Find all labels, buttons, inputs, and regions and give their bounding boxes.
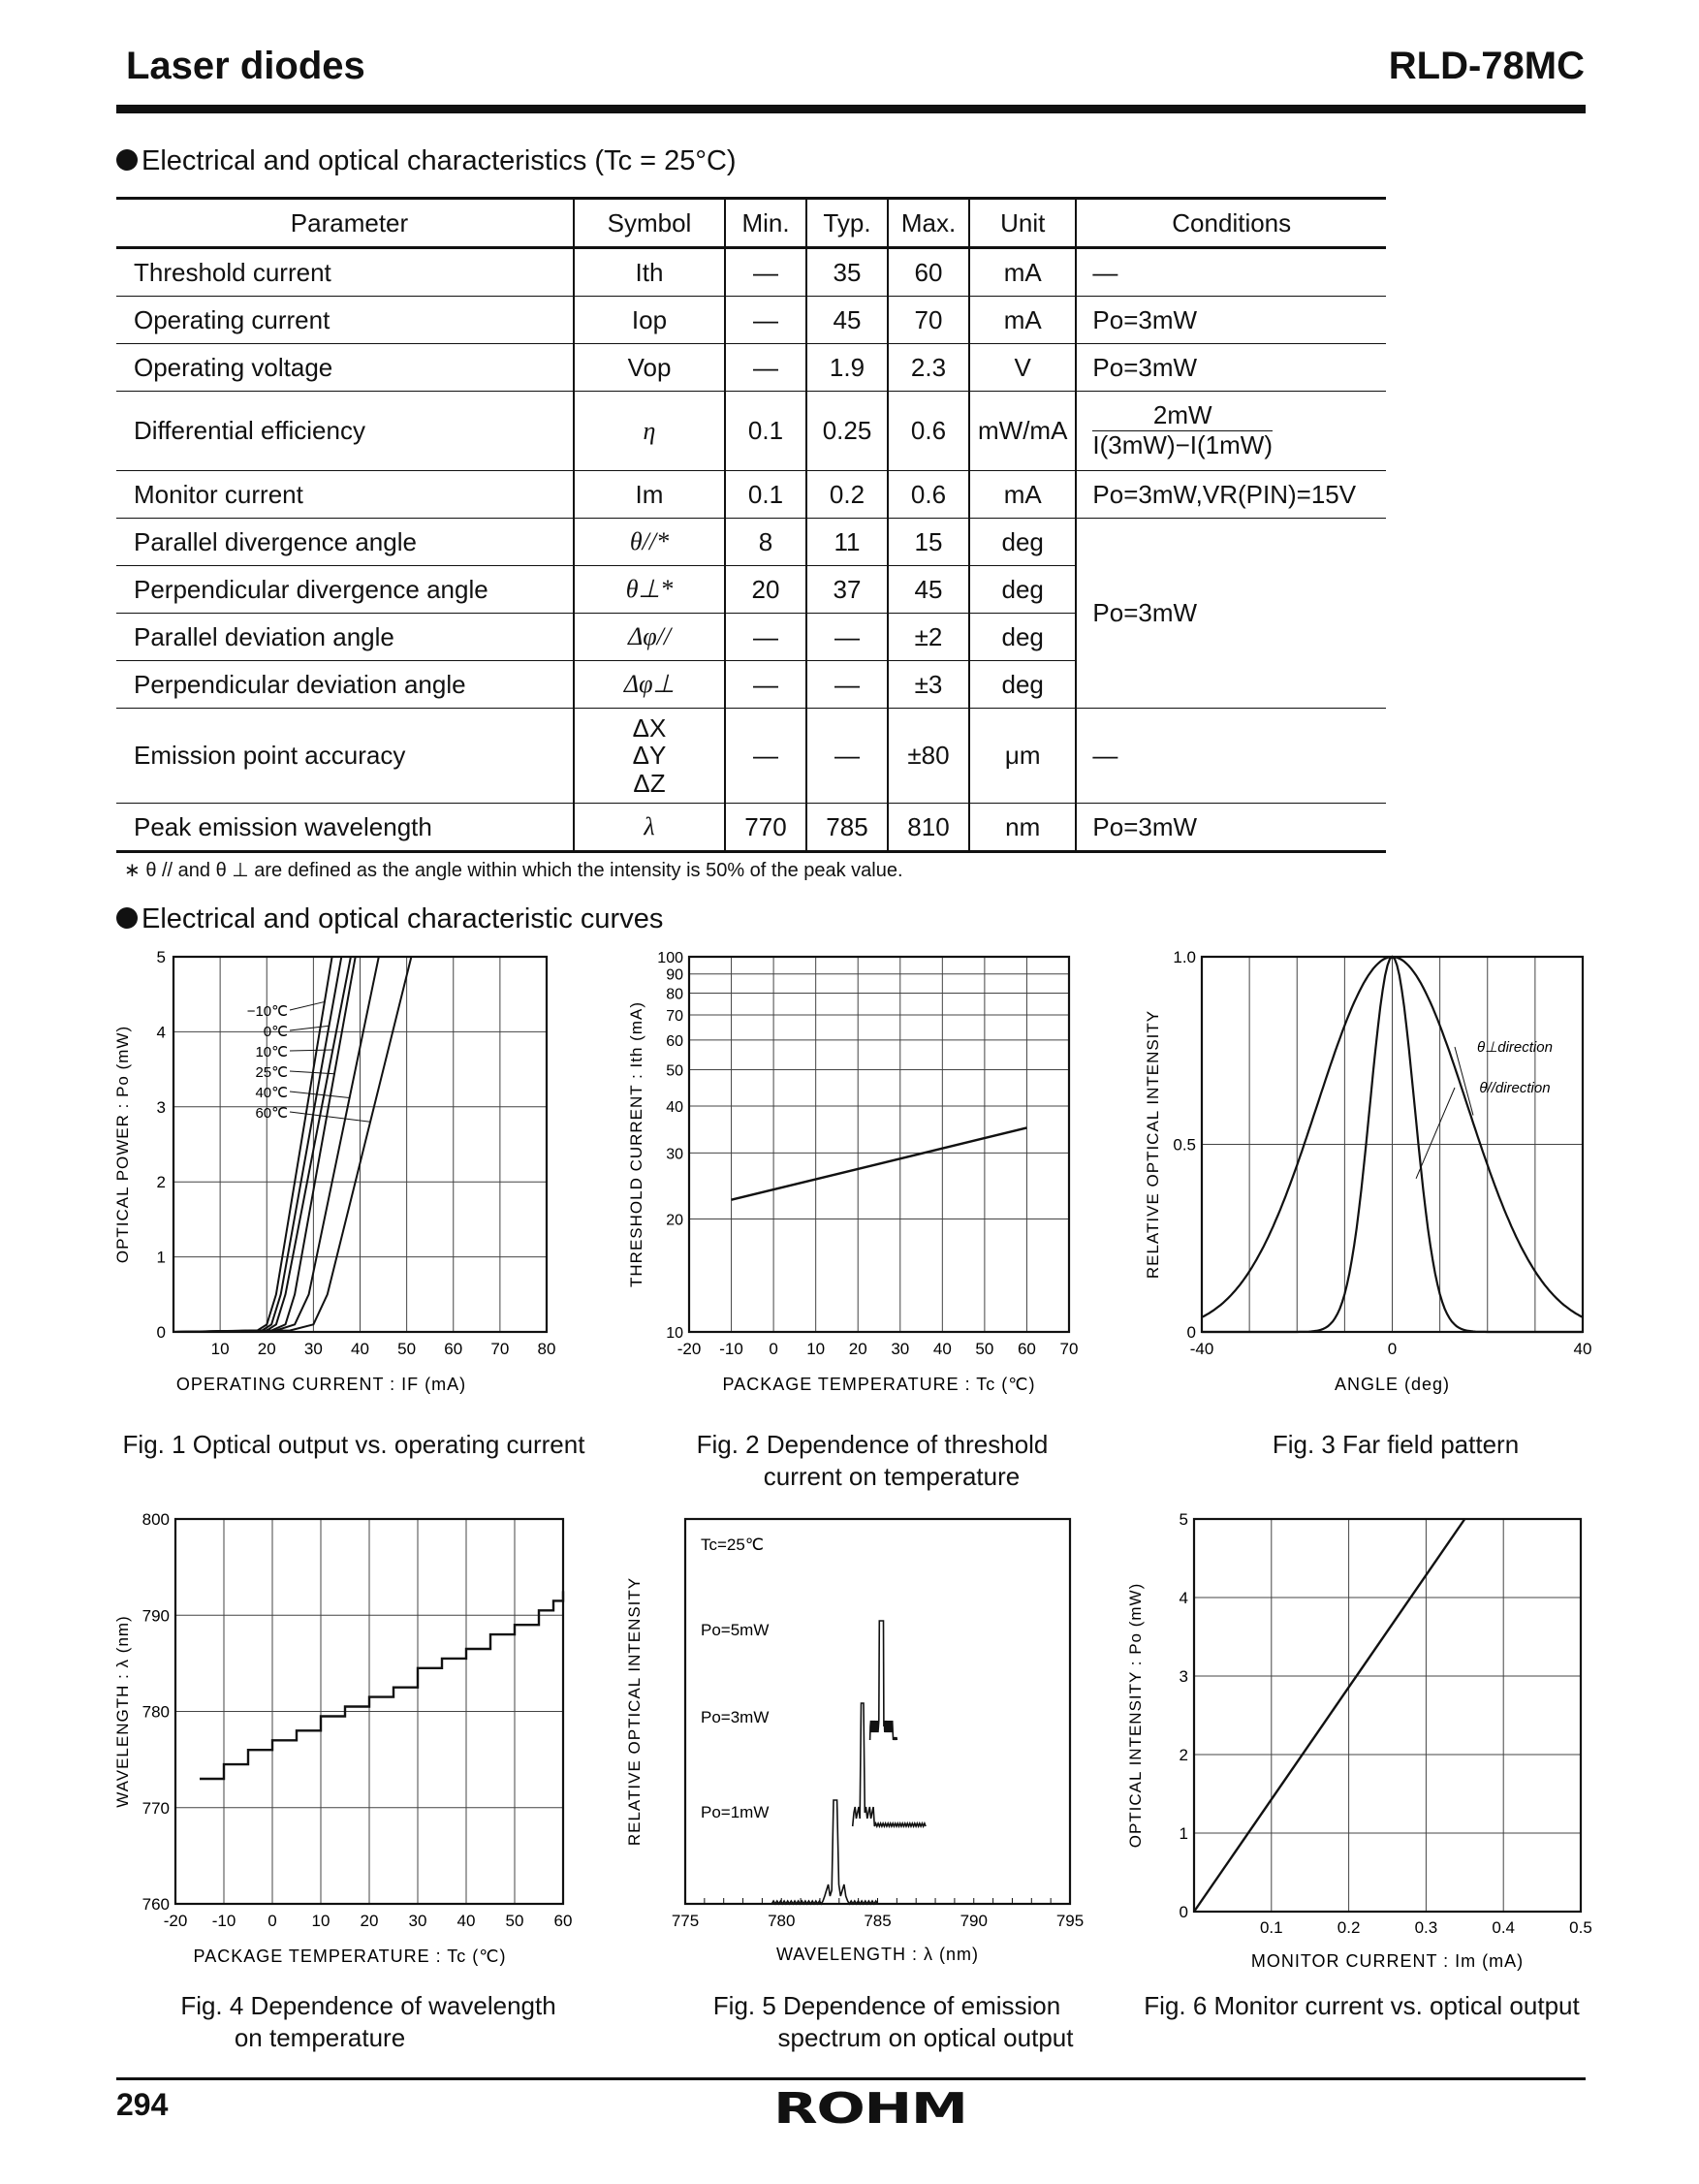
condition-fraction: [1092, 401, 1273, 460]
max-cell: 70: [888, 297, 969, 344]
series-label: Po=5mW: [701, 1621, 770, 1639]
condition-cell: [1076, 392, 1386, 471]
temperature-annotation: Tc=25℃: [701, 1535, 764, 1554]
y-tick-label: 1: [156, 1248, 166, 1267]
fig5-chart: [620, 1507, 1105, 1978]
y-axis-label: THRESHOLD CURRENT : Ith (mA): [627, 1001, 645, 1287]
x-tick-label: 10: [311, 1912, 330, 1930]
param-cell: Operating current: [116, 297, 574, 344]
y-tick-label: 0.5: [1173, 1135, 1196, 1155]
typ-cell: 785: [806, 804, 888, 852]
x-tick-label: 10: [210, 1340, 230, 1358]
spectrum-2: [771, 1800, 877, 1904]
condition-cell: Po=3mW: [1076, 804, 1386, 852]
fig2-caption-line1: Fig. 2 Dependence of threshold: [696, 1430, 1049, 1459]
fig4-caption: [145, 1990, 591, 2053]
max-cell: ±80: [888, 709, 969, 804]
y-tick-label: 60: [666, 1032, 683, 1050]
unit-cell: deg: [969, 566, 1076, 614]
y-tick-label: 5: [156, 948, 166, 966]
x-tick-label: 40: [456, 1912, 476, 1930]
fig1-caption: Fig. 1 Optical output vs. operating current: [122, 1430, 585, 1459]
max-cell: 15: [888, 519, 969, 566]
x-tick-label: 80: [537, 1340, 556, 1358]
unit-cell: mA: [969, 471, 1076, 519]
table-row: [116, 709, 1386, 804]
min-cell: 0.1: [725, 392, 806, 471]
x-tick-label: 785: [864, 1912, 892, 1930]
unit-cell: mA: [969, 248, 1076, 297]
symbol-cell: Δφ⊥: [574, 661, 725, 709]
bullet-icon: [116, 907, 138, 929]
symbol-cell: Im: [574, 471, 725, 519]
col-header: Symbol: [574, 199, 725, 248]
x-tick-label: -10: [719, 1340, 743, 1358]
min-cell: 8: [725, 519, 806, 566]
min-cell: 770: [725, 804, 806, 852]
fig6-chart: [1119, 1507, 1594, 1978]
symbol-cell: λ: [574, 804, 725, 852]
fig2-chart: [620, 945, 1105, 1415]
symbol-cell: θ//*: [574, 519, 725, 566]
legend-leader: [1416, 1088, 1455, 1179]
max-cell: ±2: [888, 614, 969, 661]
condition-cell: Po=3mW: [1076, 344, 1386, 392]
x-tick-label: -40: [1189, 1340, 1214, 1358]
y-axis-label: RELATIVE OPTICAL INTENSITY: [1144, 1009, 1162, 1280]
unit-cell: deg: [969, 661, 1076, 709]
symbol-cell: Vop: [574, 344, 725, 392]
param-cell: Perpendicular divergence angle: [116, 566, 574, 614]
fig1-chart: [107, 945, 601, 1415]
y-tick-label: 2: [156, 1173, 166, 1192]
x-axis-label: OPERATING CURRENT : IF (mA): [175, 1375, 467, 1394]
table-section-heading: Electrical and optical characteristics (Tc = 25°C): [116, 145, 737, 177]
curve-5: [173, 957, 411, 1332]
x-tick-label: 0.2: [1337, 1918, 1361, 1937]
x-tick-label: 0.4: [1492, 1918, 1516, 1937]
x-tick-label: 70: [490, 1340, 510, 1358]
threshold-line: [732, 1127, 1027, 1199]
y-tick-label: 770: [142, 1798, 170, 1818]
x-tick-label: 790: [960, 1912, 988, 1930]
condition-cell: —: [1076, 709, 1386, 804]
legend-label: 10℃: [255, 1044, 288, 1060]
y-tick-label: 3: [156, 1097, 166, 1117]
legend-leader: [290, 1026, 329, 1030]
x-tick-label: 775: [671, 1912, 700, 1930]
y-tick-label: 800: [142, 1510, 170, 1529]
x-axis-label: PACKAGE TEMPERATURE : Tc (℃): [722, 1375, 1036, 1394]
x-axis-label: PACKAGE TEMPERATURE : Tc (℃): [193, 1947, 507, 1966]
param-cell: Parallel divergence angle: [116, 519, 574, 566]
param-cell: Perpendicular deviation angle: [116, 661, 574, 709]
legend-label: 40℃: [255, 1085, 288, 1101]
y-tick-label: 80: [666, 986, 683, 1003]
x-axis-label: ANGLE (deg): [1334, 1375, 1451, 1394]
table-row: [116, 804, 1386, 852]
param-cell: Differential efficiency: [116, 392, 574, 471]
plot-frame: [689, 957, 1069, 1332]
x-tick-label: 10: [806, 1340, 826, 1358]
col-header: Max.: [888, 199, 969, 248]
condition-cell: Po=3mW: [1076, 519, 1386, 709]
unit-cell: mA: [969, 297, 1076, 344]
max-cell: 45: [888, 566, 969, 614]
fig5-caption-line2: spectrum on optical output: [777, 2022, 1074, 2052]
fig3-caption: Fig. 3 Far field pattern: [1272, 1430, 1520, 1459]
typ-cell: —: [806, 709, 888, 804]
y-tick-label: 0: [1186, 1323, 1196, 1342]
unit-cell: nm: [969, 804, 1076, 852]
x-tick-label: 40: [1573, 1340, 1592, 1358]
fig4-caption-line2: on temperature: [234, 2022, 406, 2052]
fraction-numerator: 2mW: [1092, 401, 1273, 431]
y-tick-label: 780: [142, 1702, 170, 1722]
fig4-chart: [107, 1507, 591, 1978]
min-cell: —: [725, 297, 806, 344]
characteristics-table: [116, 197, 1386, 853]
x-tick-label: 60: [1017, 1340, 1036, 1358]
x-tick-label: 0.5: [1569, 1918, 1592, 1937]
legend-leader: [1455, 1047, 1473, 1115]
y-tick-label: 790: [142, 1606, 170, 1626]
legend-leader: [290, 1050, 332, 1051]
y-tick-label: 90: [666, 966, 683, 984]
col-header: Parameter: [116, 199, 574, 248]
fig6-caption: Fig. 6 Monitor current vs. optical output: [1144, 1991, 1580, 2020]
typ-cell: 0.25: [806, 392, 888, 471]
min-cell: 20: [725, 566, 806, 614]
typ-cell: 37: [806, 566, 888, 614]
x-tick-label: 50: [397, 1340, 417, 1358]
y-axis-label: OPTICAL INTENSITY : Po (mW): [1126, 1582, 1145, 1849]
bullet-icon: [116, 149, 138, 171]
y-tick-label: 2: [1179, 1746, 1188, 1764]
y-tick-label: 1.0: [1173, 948, 1196, 966]
x-tick-label: 20: [848, 1340, 867, 1358]
min-cell: 0.1: [725, 471, 806, 519]
max-cell: 810: [888, 804, 969, 852]
table-row: [116, 297, 1386, 344]
x-tick-label: 795: [1055, 1912, 1085, 1930]
legend-label: θ//direction: [1479, 1080, 1551, 1096]
col-header: Unit: [969, 199, 1076, 248]
legend-leader: [290, 1092, 350, 1098]
x-tick-label: 40: [351, 1340, 369, 1358]
typ-cell: —: [806, 661, 888, 709]
y-tick-label: 20: [666, 1212, 683, 1229]
x-tick-label: 780: [768, 1912, 796, 1930]
symbol-cell: Iop: [574, 297, 725, 344]
y-axis-label: WAVELENGTH : λ (nm): [113, 1615, 132, 1808]
x-tick-label: 50: [505, 1912, 524, 1930]
table-row: [116, 392, 1386, 471]
footer-rule: [116, 2077, 1586, 2080]
typ-cell: 0.2: [806, 471, 888, 519]
y-tick-label: 3: [1179, 1667, 1188, 1686]
series-label: Po=3mW: [701, 1708, 770, 1726]
condition-cell: Po=3mW,VR(PIN)=15V: [1076, 471, 1386, 519]
unit-cell: V: [969, 344, 1076, 392]
x-tick-label: 50: [975, 1340, 994, 1358]
fig2-caption-line2: current on temperature: [763, 1461, 1021, 1491]
part-number: RLD-78MC: [1388, 45, 1585, 87]
x-tick-label: 30: [303, 1340, 323, 1358]
header-rule: [116, 105, 1586, 113]
x-tick-label: 60: [553, 1912, 573, 1930]
min-cell: —: [725, 661, 806, 709]
legend-label: θ⊥direction: [1477, 1039, 1553, 1056]
symbol-dz: ΔZ: [633, 768, 666, 798]
y-tick-label: 70: [666, 1007, 683, 1025]
legend-leader: [290, 1001, 325, 1010]
typ-cell: —: [806, 614, 888, 661]
y-tick-label: 4: [156, 1023, 166, 1042]
spectrum-0: [870, 1621, 897, 1740]
typ-cell: 1.9: [806, 344, 888, 392]
y-tick-label: 5: [1179, 1510, 1188, 1529]
y-tick-label: 4: [1179, 1589, 1188, 1607]
unit-cell: mW/mA: [969, 392, 1076, 471]
x-tick-label: 0: [769, 1340, 778, 1358]
min-cell: —: [725, 614, 806, 661]
legend-label: 25℃: [255, 1064, 288, 1081]
legend-label: 0℃: [263, 1024, 288, 1040]
x-tick-label: 0.1: [1259, 1918, 1283, 1937]
x-tick-label: -10: [211, 1912, 236, 1930]
fig4-caption-line1: Fig. 4 Dependence of wavelength: [180, 1991, 556, 2020]
symbol-cell: η: [574, 392, 725, 471]
symbol-dy: ΔY: [632, 741, 667, 771]
table-row: [116, 471, 1386, 519]
typ-cell: 11: [806, 519, 888, 566]
param-cell: Operating voltage: [116, 344, 574, 392]
fraction-denominator: I(3mW)−I(1mW): [1092, 429, 1274, 459]
legend-label: −10℃: [246, 1003, 288, 1020]
max-cell: 2.3: [888, 344, 969, 392]
symbol-cell: Δφ//: [574, 614, 725, 661]
param-cell: Monitor current: [116, 471, 574, 519]
unit-cell: μm: [969, 709, 1076, 804]
y-tick-label: 1: [1179, 1824, 1188, 1843]
legend-leader: [290, 1112, 370, 1122]
x-tick-label: 30: [891, 1340, 910, 1358]
y-tick-label: 0: [156, 1323, 166, 1342]
x-tick-label: 40: [932, 1340, 952, 1358]
fig2-caption: [649, 1429, 1095, 1492]
min-cell: —: [725, 709, 806, 804]
unit-cell: deg: [969, 614, 1076, 661]
unit-cell: deg: [969, 519, 1076, 566]
symbol-cell: Ith: [574, 248, 725, 297]
x-axis-label: WAVELENGTH : λ (nm): [775, 1945, 980, 1964]
x-tick-label: 0.3: [1414, 1918, 1438, 1937]
monitor-line: [1194, 1519, 1464, 1912]
symbol-cell: θ⊥*: [574, 566, 725, 614]
fig5-caption-line1: Fig. 5 Dependence of emission: [712, 1991, 1061, 2020]
x-tick-label: 0: [267, 1912, 277, 1930]
table-row: [116, 248, 1386, 297]
condition-cell: —: [1076, 248, 1386, 297]
symbol-cell: [574, 709, 725, 804]
x-tick-label: 60: [444, 1340, 463, 1358]
typ-cell: 45: [806, 297, 888, 344]
col-header: Typ.: [806, 199, 888, 248]
table-header-row: [116, 199, 1386, 248]
y-tick-label: 10: [666, 1325, 683, 1342]
param-cell: Threshold current: [116, 248, 574, 297]
y-tick-label: 40: [666, 1099, 683, 1117]
table-row: [116, 344, 1386, 392]
max-cell: 60: [888, 248, 969, 297]
condition-cell: Po=3mW: [1076, 297, 1386, 344]
min-cell: —: [725, 248, 806, 297]
x-tick-label: 70: [1059, 1340, 1079, 1358]
x-tick-label: 20: [360, 1912, 379, 1930]
max-cell: 0.6: [888, 392, 969, 471]
y-tick-label: 30: [666, 1146, 683, 1163]
max-cell: 0.6: [888, 471, 969, 519]
y-tick-label: 100: [657, 950, 683, 966]
x-tick-label: 20: [257, 1340, 276, 1358]
legend-label: 60℃: [255, 1105, 288, 1122]
category-title: Laser diodes: [126, 45, 365, 87]
fig3-chart: [1129, 945, 1594, 1415]
y-tick-label: 0: [1179, 1903, 1188, 1921]
x-tick-label: -20: [676, 1340, 702, 1358]
symbol-dx: ΔX: [632, 712, 667, 743]
typ-cell: 35: [806, 248, 888, 297]
curves-section-heading: Electrical and optical characteristic curves: [116, 903, 663, 935]
y-tick-label: 760: [142, 1895, 170, 1914]
series-label: Po=1mW: [701, 1803, 770, 1821]
col-header: Min.: [725, 199, 806, 248]
table-row: [116, 519, 1386, 566]
table-footnote: ∗ θ // and θ ⊥ are defined as the angle within which the intensity is 50% of the peak value.: [124, 860, 903, 881]
param-cell: Emission point accuracy: [116, 709, 574, 804]
rohm-logo: ROHM: [773, 2084, 967, 2134]
param-cell: Parallel deviation angle: [116, 614, 574, 661]
page-number: 294: [116, 2087, 169, 2122]
y-tick-label: 50: [666, 1062, 683, 1080]
min-cell: —: [725, 344, 806, 392]
fig5-caption: [659, 1990, 1115, 2053]
y-axis-label: OPTICAL POWER : Po (mW): [113, 1025, 132, 1264]
plot-frame: [1194, 1519, 1581, 1912]
x-tick-label: 30: [408, 1912, 427, 1930]
col-header: Conditions: [1076, 199, 1386, 248]
x-axis-label: MONITOR CURRENT : Im (mA): [1250, 1951, 1525, 1971]
x-tick-label: -20: [163, 1912, 188, 1930]
param-cell: Peak emission wavelength: [116, 804, 574, 852]
wavelength-step-curve: [200, 1591, 563, 1779]
y-axis-label: RELATIVE OPTICAL INTENSITY: [625, 1576, 644, 1847]
x-tick-label: 0: [1387, 1340, 1398, 1358]
max-cell: ±3: [888, 661, 969, 709]
